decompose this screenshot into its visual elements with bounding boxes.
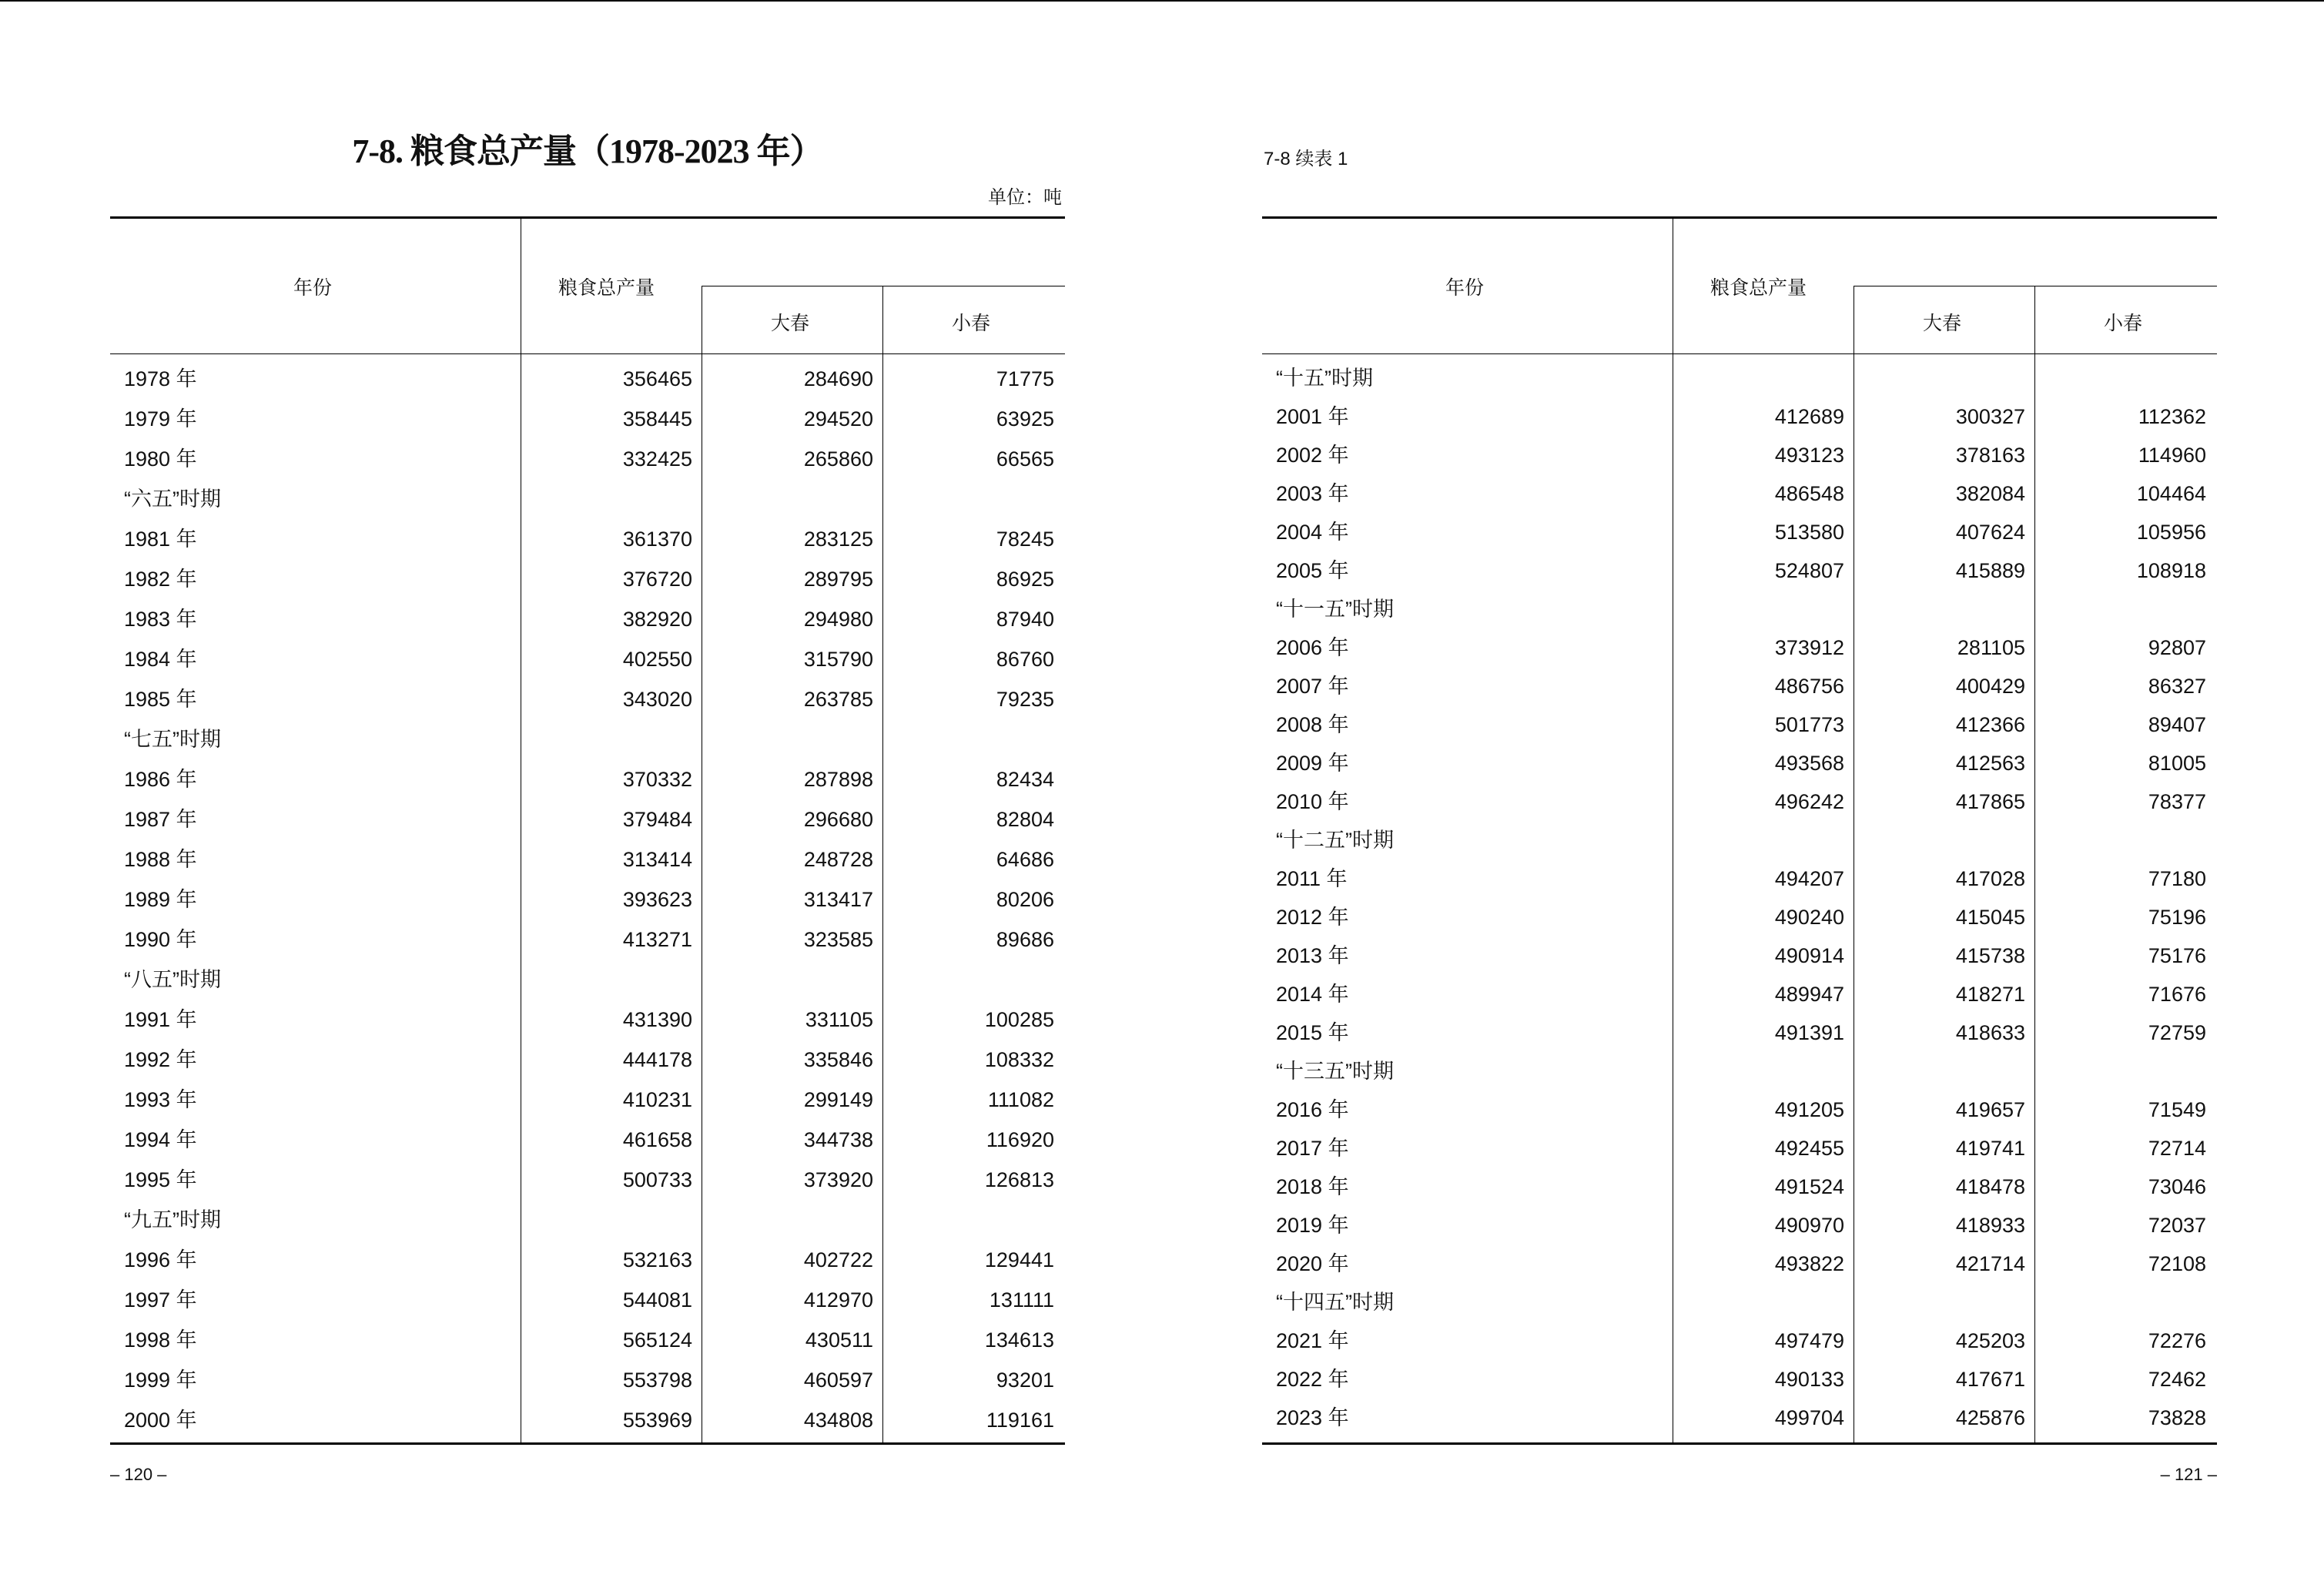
xiao-chun-cell: 108918 xyxy=(2136,559,2206,582)
year-cell: 1995 年 xyxy=(124,1168,197,1191)
year-cell: 2015 年 xyxy=(1276,1021,1349,1044)
total-cell: 376720 xyxy=(622,568,692,591)
da-chun-cell: 415045 xyxy=(1955,906,2025,929)
da-chun-cell: 296680 xyxy=(803,808,873,831)
total-cell: 412689 xyxy=(1774,405,1844,428)
da-chun-cell: 415889 xyxy=(1955,559,2025,582)
da-chun-cell: 265860 xyxy=(803,447,873,471)
da-chun-cell: 287898 xyxy=(803,768,873,791)
da-chun-cell: 418478 xyxy=(1955,1175,2025,1198)
table-row xyxy=(110,924,1065,955)
header-xiao-chun: 小春 xyxy=(2104,313,2143,334)
da-chun-cell: 248728 xyxy=(803,848,873,871)
da-chun-cell: 378163 xyxy=(1955,444,2025,467)
unit-label: 单位：吨 xyxy=(988,187,1062,208)
xiao-chun-cell: 87940 xyxy=(996,608,1054,631)
table-bottom-rule xyxy=(1262,1442,2217,1445)
xiao-chun-cell: 86925 xyxy=(996,568,1054,591)
xiao-chun-cell: 79235 xyxy=(996,688,1054,711)
page-title: 7-8. 粮食总产量（1978-2023 年） xyxy=(352,132,823,170)
xiao-chun-cell: 100285 xyxy=(984,1008,1054,1031)
da-chun-cell: 418633 xyxy=(1955,1021,2025,1044)
xiao-chun-cell: 75176 xyxy=(2148,944,2206,967)
xiao-chun-cell: 75196 xyxy=(2148,906,2206,929)
table-row xyxy=(110,1365,1065,1395)
period-label: “十四五”时期 xyxy=(1276,1291,1394,1314)
da-chun-cell: 313417 xyxy=(803,888,873,911)
table-row xyxy=(1262,401,2217,432)
total-cell: 497479 xyxy=(1774,1329,1844,1352)
xiao-chun-cell: 72276 xyxy=(2148,1329,2206,1352)
year-cell: 2010 年 xyxy=(1276,790,1349,813)
table-top-rule xyxy=(1262,216,2217,219)
year-cell: 1982 年 xyxy=(124,568,197,591)
xiao-chun-cell: 86760 xyxy=(996,648,1054,671)
total-cell: 496242 xyxy=(1774,790,1844,813)
total-cell: 461658 xyxy=(622,1128,692,1151)
period-row xyxy=(1262,1287,2217,1318)
total-cell: 492455 xyxy=(1774,1137,1844,1160)
table-row xyxy=(110,1124,1065,1155)
year-cell: 2005 年 xyxy=(1276,559,1349,582)
total-cell: 553969 xyxy=(622,1409,692,1432)
year-cell: 2021 年 xyxy=(1276,1329,1349,1352)
total-cell: 490133 xyxy=(1774,1368,1844,1391)
xiao-chun-cell: 93201 xyxy=(996,1369,1054,1392)
table-row xyxy=(110,684,1065,715)
xiao-chun-cell: 77180 xyxy=(2148,867,2206,890)
period-label: “十一五”时期 xyxy=(1276,598,1394,621)
da-chun-cell: 415738 xyxy=(1955,944,2025,967)
da-chun-cell: 315790 xyxy=(803,648,873,671)
table-row xyxy=(110,844,1065,875)
table-row xyxy=(1262,709,2217,740)
header-year: 年份 xyxy=(1445,277,1485,299)
period-row xyxy=(1262,363,2217,394)
table-row xyxy=(110,1084,1065,1115)
header-year: 年份 xyxy=(293,277,333,299)
year-cell: 1981 年 xyxy=(124,528,197,551)
table-row xyxy=(110,524,1065,554)
xiao-chun-cell: 105956 xyxy=(2136,521,2206,544)
da-chun-cell: 294980 xyxy=(803,608,873,631)
da-chun-cell: 419657 xyxy=(1955,1098,2025,1121)
year-cell: 1997 年 xyxy=(124,1288,197,1312)
da-chun-cell: 402722 xyxy=(803,1248,873,1271)
total-cell: 513580 xyxy=(1774,521,1844,544)
header-total: 粮食总产量 xyxy=(558,277,655,299)
table-row xyxy=(110,1044,1065,1075)
period-label: “八五”时期 xyxy=(124,968,221,991)
table-row xyxy=(1262,1171,2217,1202)
year-cell: 2023 年 xyxy=(1276,1406,1349,1429)
da-chun-cell: 418933 xyxy=(1955,1214,2025,1237)
total-cell: 500733 xyxy=(622,1168,692,1191)
xiao-chun-cell: 111082 xyxy=(987,1088,1054,1111)
table-row xyxy=(110,1325,1065,1355)
year-cell: 1985 年 xyxy=(124,688,197,711)
year-cell: 2007 年 xyxy=(1276,675,1349,698)
year-cell: 1978 年 xyxy=(124,367,197,390)
year-cell: 1986 年 xyxy=(124,768,197,791)
xiao-chun-cell: 134613 xyxy=(984,1328,1054,1352)
total-cell: 499704 xyxy=(1774,1406,1844,1429)
da-chun-cell: 263785 xyxy=(803,688,873,711)
header-da-chun: 大春 xyxy=(1923,313,1962,334)
year-cell: 2022 年 xyxy=(1276,1368,1349,1391)
table-row xyxy=(1262,940,2217,971)
table-row xyxy=(110,1285,1065,1315)
da-chun-cell: 284690 xyxy=(803,367,873,390)
period-row xyxy=(110,724,1065,755)
xiao-chun-cell: 112362 xyxy=(2138,405,2206,428)
year-cell: 1994 年 xyxy=(124,1128,197,1151)
xiao-chun-cell: 71549 xyxy=(2148,1098,2206,1121)
total-cell: 490240 xyxy=(1774,906,1844,929)
year-cell: 1983 年 xyxy=(124,608,197,631)
xiao-chun-cell: 64686 xyxy=(996,848,1054,871)
da-chun-cell: 407624 xyxy=(1955,521,2025,544)
header-bottom-rule xyxy=(110,353,1065,354)
xiao-chun-cell: 73046 xyxy=(2148,1175,2206,1198)
year-cell: 1998 年 xyxy=(124,1328,197,1352)
table-row xyxy=(110,564,1065,595)
total-cell: 501773 xyxy=(1774,713,1844,736)
xiao-chun-cell: 78377 xyxy=(2148,790,2206,813)
table-row xyxy=(1262,1364,2217,1395)
table-row xyxy=(1262,1017,2217,1048)
xiao-chun-cell: 63925 xyxy=(996,407,1054,431)
xiao-chun-cell: 89407 xyxy=(2148,713,2206,736)
period-row xyxy=(110,964,1065,995)
continuation-label: 7-8 续表 1 xyxy=(1264,149,1348,169)
table-row xyxy=(1262,786,2217,817)
period-label: “十五”时期 xyxy=(1276,367,1373,390)
xiao-chun-cell: 126813 xyxy=(984,1168,1054,1191)
da-chun-cell: 382084 xyxy=(1955,482,2025,505)
total-cell: 524807 xyxy=(1774,559,1844,582)
total-cell: 431390 xyxy=(622,1008,692,1031)
year-cell: 1991 年 xyxy=(124,1008,197,1031)
total-cell: 544081 xyxy=(622,1288,692,1312)
table-bottom-rule xyxy=(110,1442,1065,1445)
period-label: “九五”时期 xyxy=(124,1208,221,1231)
year-cell: 2011 年 xyxy=(1276,867,1348,890)
xiao-chun-cell: 72108 xyxy=(2148,1252,2206,1275)
year-cell: 2009 年 xyxy=(1276,752,1349,775)
year-cell: 1992 年 xyxy=(124,1048,197,1071)
year-cell: 1980 年 xyxy=(124,447,197,471)
xiao-chun-cell: 104464 xyxy=(2136,482,2206,505)
total-cell: 486548 xyxy=(1774,482,1844,505)
table-row xyxy=(1262,671,2217,702)
year-cell: 2012 年 xyxy=(1276,906,1349,929)
da-chun-cell: 430511 xyxy=(805,1328,873,1352)
table-row xyxy=(1262,517,2217,548)
xiao-chun-cell: 119161 xyxy=(986,1409,1054,1432)
year-cell: 2020 年 xyxy=(1276,1252,1349,1275)
table-row xyxy=(110,1164,1065,1195)
table-row xyxy=(1262,1094,2217,1125)
total-cell: 393623 xyxy=(622,888,692,911)
table-row xyxy=(110,1405,1065,1436)
header-bottom-rule xyxy=(1262,353,2217,354)
year-cell: 2013 年 xyxy=(1276,944,1349,967)
period-label: “十二五”时期 xyxy=(1276,829,1394,852)
table-row xyxy=(1262,863,2217,894)
total-cell: 413271 xyxy=(622,928,692,951)
total-cell: 491391 xyxy=(1774,1021,1844,1044)
table-row xyxy=(1262,440,2217,471)
total-cell: 332425 xyxy=(622,447,692,471)
table-row xyxy=(110,884,1065,915)
total-cell: 361370 xyxy=(622,528,692,551)
year-cell: 1988 年 xyxy=(124,848,197,871)
da-chun-cell: 300327 xyxy=(1955,405,2025,428)
table-row xyxy=(110,444,1065,474)
total-cell: 491205 xyxy=(1774,1098,1844,1121)
da-chun-cell: 460597 xyxy=(803,1369,873,1392)
total-cell: 343020 xyxy=(622,688,692,711)
da-chun-cell: 281105 xyxy=(1957,636,2025,659)
year-cell: 2016 年 xyxy=(1276,1098,1349,1121)
da-chun-cell: 419741 xyxy=(1955,1137,2025,1160)
xiao-chun-cell: 129441 xyxy=(984,1248,1054,1271)
da-chun-cell: 373920 xyxy=(803,1168,873,1191)
year-cell: 2000 年 xyxy=(124,1409,197,1432)
total-cell: 493123 xyxy=(1774,444,1844,467)
table-row xyxy=(1262,1248,2217,1279)
xiao-chun-cell: 71775 xyxy=(996,367,1054,390)
table-row xyxy=(1262,748,2217,779)
xiao-chun-cell: 73828 xyxy=(2148,1406,2206,1429)
table-row xyxy=(110,363,1065,394)
year-cell: 2019 年 xyxy=(1276,1214,1349,1237)
xiao-chun-cell: 72037 xyxy=(2148,1214,2206,1237)
year-cell: 1989 年 xyxy=(124,888,197,911)
table-row xyxy=(110,1245,1065,1275)
table-row xyxy=(1262,1210,2217,1241)
table-row xyxy=(1262,902,2217,933)
xiao-chun-cell: 72759 xyxy=(2148,1021,2206,1044)
table-row xyxy=(1262,632,2217,663)
year-cell: 1990 年 xyxy=(124,928,197,951)
da-chun-cell: 417671 xyxy=(1955,1368,2025,1391)
da-chun-cell: 418271 xyxy=(1955,983,2025,1006)
xiao-chun-cell: 80206 xyxy=(996,888,1054,911)
xiao-chun-cell: 86327 xyxy=(2148,675,2206,698)
da-chun-cell: 425203 xyxy=(1955,1329,2025,1352)
xiao-chun-cell: 108332 xyxy=(984,1048,1054,1071)
total-cell: 491524 xyxy=(1774,1175,1844,1198)
total-cell: 382920 xyxy=(622,608,692,631)
total-cell: 313414 xyxy=(622,848,692,871)
total-cell: 553798 xyxy=(622,1369,692,1392)
total-cell: 373912 xyxy=(1774,636,1844,659)
da-chun-cell: 335846 xyxy=(803,1048,873,1071)
page-number: – 121 – xyxy=(2160,1465,2217,1484)
da-chun-cell: 412366 xyxy=(1955,713,2025,736)
da-chun-cell: 434808 xyxy=(803,1409,873,1432)
xiao-chun-cell: 131111 xyxy=(989,1288,1054,1312)
da-chun-cell: 400429 xyxy=(1955,675,2025,698)
total-cell: 486756 xyxy=(1774,675,1844,698)
year-cell: 2017 年 xyxy=(1276,1137,1349,1160)
period-row xyxy=(1262,1056,2217,1087)
xiao-chun-cell: 71676 xyxy=(2148,983,2206,1006)
table-row xyxy=(1262,1133,2217,1164)
year-cell: 1999 年 xyxy=(124,1369,197,1392)
xiao-chun-cell: 66565 xyxy=(996,447,1054,471)
table-row xyxy=(110,1004,1065,1035)
year-cell: 1987 年 xyxy=(124,808,197,831)
xiao-chun-cell: 72714 xyxy=(2148,1137,2206,1160)
da-chun-cell: 289795 xyxy=(803,568,873,591)
xiao-chun-cell: 72462 xyxy=(2148,1368,2206,1391)
period-label: “十三五”时期 xyxy=(1276,1060,1394,1083)
period-label: “六五”时期 xyxy=(124,487,221,511)
header-total: 粮食总产量 xyxy=(1710,277,1807,299)
table-row xyxy=(1262,1325,2217,1356)
total-cell: 493568 xyxy=(1774,752,1844,775)
xiao-chun-cell: 114960 xyxy=(2138,444,2206,467)
total-cell: 493822 xyxy=(1774,1252,1844,1275)
year-cell: 1984 年 xyxy=(124,648,197,671)
table-row xyxy=(1262,1402,2217,1433)
total-cell: 356465 xyxy=(622,367,692,390)
da-chun-cell: 294520 xyxy=(803,407,873,431)
da-chun-cell: 417865 xyxy=(1955,790,2025,813)
da-chun-cell: 331105 xyxy=(805,1008,873,1031)
left-page xyxy=(110,0,1065,1588)
xiao-chun-cell: 116920 xyxy=(986,1128,1054,1151)
total-cell: 489947 xyxy=(1774,983,1844,1006)
xiao-chun-cell: 92807 xyxy=(2148,636,2206,659)
da-chun-cell: 344738 xyxy=(803,1128,873,1151)
da-chun-cell: 425876 xyxy=(1955,1406,2025,1429)
year-cell: 2002 年 xyxy=(1276,444,1349,467)
table-row xyxy=(110,764,1065,795)
xiao-chun-cell: 82434 xyxy=(996,768,1054,791)
table-top-rule xyxy=(110,216,1065,219)
total-cell: 379484 xyxy=(622,808,692,831)
year-cell: 2008 年 xyxy=(1276,713,1349,736)
year-cell: 2003 年 xyxy=(1276,482,1349,505)
da-chun-cell: 323585 xyxy=(803,928,873,951)
table-row xyxy=(110,604,1065,635)
total-cell: 358445 xyxy=(622,407,692,431)
table-row xyxy=(110,644,1065,675)
period-row xyxy=(1262,594,2217,625)
xiao-chun-cell: 81005 xyxy=(2148,752,2206,775)
page-number: – 120 – xyxy=(110,1465,167,1484)
total-cell: 565124 xyxy=(622,1328,692,1352)
da-chun-cell: 417028 xyxy=(1955,867,2025,890)
year-cell: 2018 年 xyxy=(1276,1175,1349,1198)
da-chun-cell: 412563 xyxy=(1955,752,2025,775)
table-row xyxy=(1262,555,2217,586)
period-row xyxy=(110,1204,1065,1235)
total-cell: 410231 xyxy=(622,1088,692,1111)
xiao-chun-cell: 82804 xyxy=(996,808,1054,831)
total-cell: 402550 xyxy=(622,648,692,671)
year-cell: 1979 年 xyxy=(124,407,197,431)
header-xiao-chun: 小春 xyxy=(952,313,991,334)
da-chun-cell: 299149 xyxy=(803,1088,873,1111)
table-row xyxy=(1262,979,2217,1010)
period-label: “七五”时期 xyxy=(124,728,221,751)
total-cell: 490970 xyxy=(1774,1214,1844,1237)
table-row xyxy=(110,404,1065,434)
xiao-chun-cell: 89686 xyxy=(996,928,1054,951)
table-row xyxy=(1262,478,2217,509)
da-chun-cell: 412970 xyxy=(803,1288,873,1312)
header-da-chun: 大春 xyxy=(771,313,810,334)
da-chun-cell: 283125 xyxy=(803,528,873,551)
year-cell: 2001 年 xyxy=(1276,405,1349,428)
period-row xyxy=(110,484,1065,514)
year-cell: 2006 年 xyxy=(1276,636,1349,659)
period-row xyxy=(1262,825,2217,856)
right-page xyxy=(1262,0,2217,1588)
total-cell: 532163 xyxy=(622,1248,692,1271)
year-cell: 2014 年 xyxy=(1276,983,1349,1006)
total-cell: 494207 xyxy=(1774,867,1844,890)
total-cell: 444178 xyxy=(622,1048,692,1071)
year-cell: 1993 年 xyxy=(124,1088,197,1111)
total-cell: 370332 xyxy=(622,768,692,791)
year-cell: 2004 年 xyxy=(1276,521,1349,544)
year-cell: 1996 年 xyxy=(124,1248,197,1271)
da-chun-cell: 421714 xyxy=(1955,1252,2025,1275)
total-cell: 490914 xyxy=(1774,944,1844,967)
xiao-chun-cell: 78245 xyxy=(996,528,1054,551)
table-row xyxy=(110,804,1065,835)
